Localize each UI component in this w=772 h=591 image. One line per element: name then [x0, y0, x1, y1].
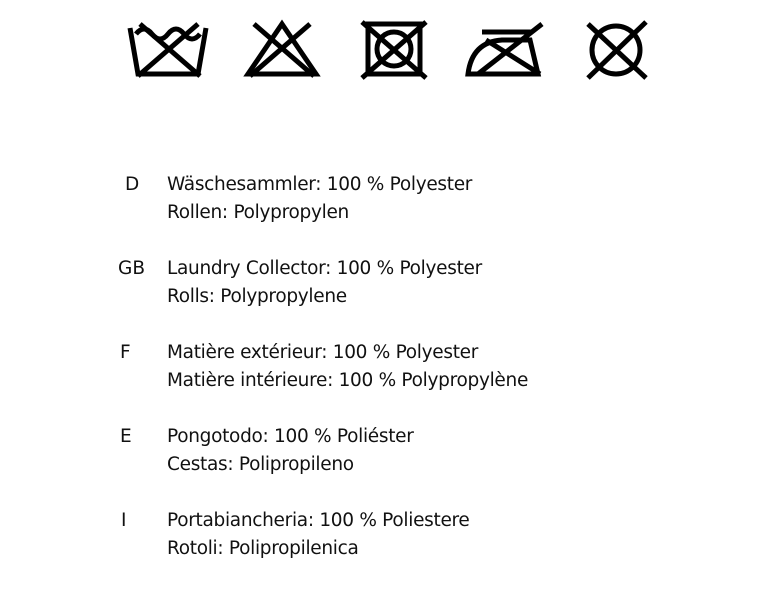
do-not-wash-icon	[126, 14, 210, 84]
material-line: Matière extérieur: 100 % Polyester	[167, 342, 479, 363]
do-not-iron-icon	[462, 14, 546, 84]
material-line: Laundry Collector: 100 % Polyester	[167, 258, 482, 279]
material-line: Pongotodo: 100 % Poliéster	[167, 426, 414, 447]
material-line: Portabiancheria: 100 % Poliestere	[167, 510, 470, 531]
do-not-tumble-dry-icon	[354, 14, 438, 84]
material-line: Rollen: Polypropylen	[167, 202, 349, 223]
entry-i	[0, 507, 772, 591]
language-code: E	[120, 426, 132, 447]
entry-d	[0, 171, 772, 255]
language-code: D	[125, 174, 140, 195]
material-line: Cestas: Polipropileno	[167, 454, 354, 475]
language-code: I	[121, 510, 127, 531]
do-not-dry-clean-icon	[574, 14, 658, 84]
material-line: Rotoli: Polipropilenica	[167, 538, 359, 559]
entry-f	[0, 339, 772, 423]
language-code: GB	[118, 258, 146, 279]
material-line: Matière intérieure: 100 % Polypropylène	[167, 370, 529, 391]
entry-e	[0, 423, 772, 507]
language-code: F	[120, 342, 131, 363]
material-list	[0, 171, 772, 591]
care-symbols-row	[0, 0, 772, 90]
do-not-bleach-icon	[240, 14, 324, 84]
material-line: Rolls: Polypropylene	[167, 286, 347, 307]
material-line: Wäschesammler: 100 % Polyester	[167, 174, 473, 195]
entry-gb	[0, 255, 772, 339]
